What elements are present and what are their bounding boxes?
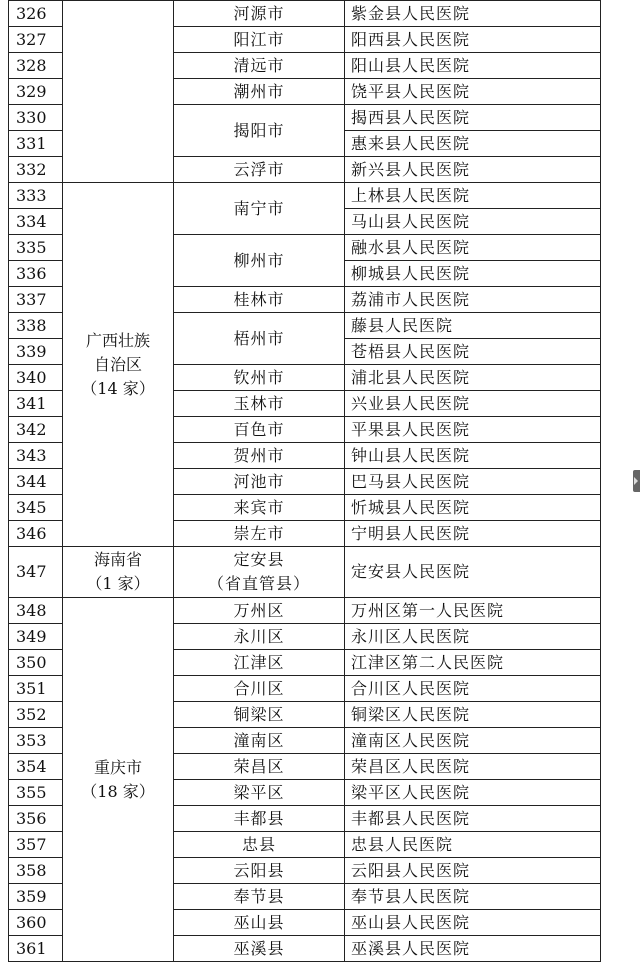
hospital-name: 柳城县人民医院 bbox=[345, 261, 601, 287]
city-cell bbox=[174, 702, 345, 728]
row-number: 359 bbox=[9, 884, 63, 910]
cell-line: 崇左市 bbox=[233, 523, 285, 543]
table-row bbox=[9, 598, 601, 624]
cell-line: 永川区 bbox=[233, 626, 285, 646]
hospital-name: 饶平县人民医院 bbox=[345, 79, 601, 105]
cell-line: 云阳县 bbox=[233, 860, 285, 880]
row-number: 358 bbox=[9, 858, 63, 884]
hospital-name: 忻城县人民医院 bbox=[345, 495, 601, 521]
city-cell bbox=[174, 936, 345, 962]
cell-line: 巫溪县 bbox=[233, 938, 285, 958]
city-cell bbox=[174, 287, 345, 313]
cell-line: （14 家） bbox=[81, 378, 155, 398]
city-cell bbox=[174, 53, 345, 79]
hospital-name: 新兴县人民医院 bbox=[345, 157, 601, 183]
cell-line: 荣昌区 bbox=[233, 756, 285, 776]
hospital-name: 梁平区人民医院 bbox=[345, 780, 601, 806]
hospital-name: 苍梧县人民医院 bbox=[345, 339, 601, 365]
row-number: 340 bbox=[9, 365, 63, 391]
hospital-name: 万州区第一人民医院 bbox=[345, 598, 601, 624]
row-number: 335 bbox=[9, 235, 63, 261]
hospital-name: 融水县人民医院 bbox=[345, 235, 601, 261]
city-cell bbox=[174, 754, 345, 780]
cell-line: 玉林市 bbox=[233, 393, 285, 413]
row-number: 348 bbox=[9, 598, 63, 624]
row-number: 342 bbox=[9, 417, 63, 443]
cell-line: 柳州市 bbox=[233, 250, 285, 270]
row-number: 360 bbox=[9, 910, 63, 936]
city-cell bbox=[174, 391, 345, 417]
city-cell bbox=[174, 910, 345, 936]
province-cell bbox=[63, 1, 174, 183]
row-number: 361 bbox=[9, 936, 63, 962]
row-number: 331 bbox=[9, 131, 63, 157]
row-number: 334 bbox=[9, 209, 63, 235]
row-number: 337 bbox=[9, 287, 63, 313]
cell-line: 来宾市 bbox=[233, 497, 285, 517]
row-number: 349 bbox=[9, 624, 63, 650]
hospital-name: 惠来县人民医院 bbox=[345, 131, 601, 157]
cell-line: 阳江市 bbox=[233, 29, 285, 49]
cell-line: 河池市 bbox=[233, 471, 285, 491]
city-cell bbox=[174, 780, 345, 806]
cell-line: 云浮市 bbox=[233, 159, 285, 179]
city-cell bbox=[174, 547, 345, 598]
cell-line: （1 家） bbox=[86, 574, 150, 593]
cell-line: （18 家） bbox=[81, 781, 155, 801]
row-number: 353 bbox=[9, 728, 63, 754]
row-number: 355 bbox=[9, 780, 63, 806]
city-cell bbox=[174, 1, 345, 27]
city-cell bbox=[174, 495, 345, 521]
row-number: 347 bbox=[9, 547, 63, 598]
hospital-name: 潼南区人民医院 bbox=[345, 728, 601, 754]
city-cell bbox=[174, 235, 345, 287]
hospital-name: 上林县人民医院 bbox=[345, 183, 601, 209]
hospital-name: 钟山县人民医院 bbox=[345, 443, 601, 469]
cell-line: 潮州市 bbox=[233, 81, 285, 101]
cell-line: 万州区 bbox=[233, 600, 285, 620]
row-number: 346 bbox=[9, 521, 63, 547]
hospital-name: 巴马县人民医院 bbox=[345, 469, 601, 495]
city-cell bbox=[174, 728, 345, 754]
cell-line: 百色市 bbox=[233, 419, 285, 439]
city-cell bbox=[174, 365, 345, 391]
hospital-name: 永川区人民医院 bbox=[345, 624, 601, 650]
hospital-list-table bbox=[8, 0, 601, 962]
row-number: 344 bbox=[9, 469, 63, 495]
cell-line: 潼南区 bbox=[233, 730, 285, 750]
row-number: 356 bbox=[9, 806, 63, 832]
row-number: 329 bbox=[9, 79, 63, 105]
hospital-name: 巫山县人民医院 bbox=[345, 910, 601, 936]
row-number: 328 bbox=[9, 53, 63, 79]
cell-line: 江津区 bbox=[233, 652, 285, 672]
cell-line: 自治区 bbox=[93, 354, 142, 374]
hospital-name: 阳西县人民医院 bbox=[345, 27, 601, 53]
cell-line: 忠县 bbox=[241, 834, 276, 854]
cell-line: 钦州市 bbox=[233, 367, 285, 387]
cell-line: 奉节县 bbox=[233, 886, 285, 906]
hospital-name: 合川区人民医院 bbox=[345, 676, 601, 702]
hospital-name: 铜梁区人民医院 bbox=[345, 702, 601, 728]
row-number: 345 bbox=[9, 495, 63, 521]
row-number: 338 bbox=[9, 313, 63, 339]
hospital-name: 荣昌区人民医院 bbox=[345, 754, 601, 780]
cell-line: 定安县 bbox=[233, 550, 285, 569]
hospital-name: 忠县人民医院 bbox=[345, 832, 601, 858]
city-cell bbox=[174, 313, 345, 365]
city-cell bbox=[174, 650, 345, 676]
city-cell bbox=[174, 27, 345, 53]
cell-line: 揭阳市 bbox=[233, 120, 285, 140]
cell-line: 重庆市 bbox=[93, 757, 142, 777]
city-cell bbox=[174, 105, 345, 157]
cell-line: 广西壮族 bbox=[85, 330, 150, 350]
row-number: 332 bbox=[9, 157, 63, 183]
hospital-name: 平果县人民医院 bbox=[345, 417, 601, 443]
city-cell bbox=[174, 443, 345, 469]
city-cell bbox=[174, 624, 345, 650]
cell-line: 清远市 bbox=[233, 55, 285, 75]
cell-line: 铜梁区 bbox=[233, 704, 285, 724]
cell-line: （省直管县） bbox=[207, 574, 310, 593]
city-cell bbox=[174, 157, 345, 183]
row-number: 333 bbox=[9, 183, 63, 209]
province-cell bbox=[63, 598, 174, 962]
hospital-name: 兴业县人民医院 bbox=[345, 391, 601, 417]
city-cell bbox=[174, 469, 345, 495]
hospital-list-body bbox=[9, 1, 601, 962]
hospital-name: 阳山县人民医院 bbox=[345, 53, 601, 79]
table-row bbox=[9, 1, 601, 27]
row-number: 351 bbox=[9, 676, 63, 702]
cell-line: 合川区 bbox=[233, 678, 285, 698]
city-cell bbox=[174, 676, 345, 702]
row-number: 350 bbox=[9, 650, 63, 676]
province-cell bbox=[63, 547, 174, 598]
city-cell bbox=[174, 598, 345, 624]
row-number: 336 bbox=[9, 261, 63, 287]
row-number: 343 bbox=[9, 443, 63, 469]
row-number: 326 bbox=[9, 1, 63, 27]
hospital-name: 藤县人民医院 bbox=[345, 313, 601, 339]
table-row bbox=[9, 547, 601, 598]
hospital-name: 江津区第二人民医院 bbox=[345, 650, 601, 676]
hospital-name: 巫溪县人民医院 bbox=[345, 936, 601, 962]
hospital-name: 浦北县人民医院 bbox=[345, 365, 601, 391]
row-number: 354 bbox=[9, 754, 63, 780]
side-collapse-tab[interactable] bbox=[633, 470, 640, 492]
row-number: 352 bbox=[9, 702, 63, 728]
hospital-name: 紫金县人民医院 bbox=[345, 1, 601, 27]
cell-line: 桂林市 bbox=[233, 289, 285, 309]
row-number: 357 bbox=[9, 832, 63, 858]
cell-line: 南宁市 bbox=[233, 198, 285, 218]
hospital-name: 云阳县人民医院 bbox=[345, 858, 601, 884]
city-cell bbox=[174, 884, 345, 910]
city-cell bbox=[174, 79, 345, 105]
cell-line: 贺州市 bbox=[233, 445, 285, 465]
city-cell bbox=[174, 832, 345, 858]
row-number: 341 bbox=[9, 391, 63, 417]
cell-line: 梧州市 bbox=[233, 328, 285, 348]
hospital-name: 马山县人民医院 bbox=[345, 209, 601, 235]
hospital-name: 宁明县人民医院 bbox=[345, 521, 601, 547]
cell-line: 丰都县 bbox=[233, 808, 285, 828]
cell-line: 梁平区 bbox=[233, 782, 285, 802]
hospital-name: 奉节县人民医院 bbox=[345, 884, 601, 910]
table-row bbox=[9, 183, 601, 209]
row-number: 339 bbox=[9, 339, 63, 365]
city-cell bbox=[174, 521, 345, 547]
hospital-name: 定安县人民医院 bbox=[345, 547, 601, 598]
city-cell bbox=[174, 417, 345, 443]
cell-line: 海南省 bbox=[93, 550, 142, 569]
city-cell bbox=[174, 858, 345, 884]
province-cell bbox=[63, 183, 174, 547]
cell-line: 巫山县 bbox=[233, 912, 285, 932]
city-cell bbox=[174, 806, 345, 832]
city-cell bbox=[174, 183, 345, 235]
row-number: 330 bbox=[9, 105, 63, 131]
hospital-name: 揭西县人民医院 bbox=[345, 105, 601, 131]
row-number: 327 bbox=[9, 27, 63, 53]
cell-line: 河源市 bbox=[233, 3, 285, 23]
hospital-name: 荔浦市人民医院 bbox=[345, 287, 601, 313]
hospital-name: 丰都县人民医院 bbox=[345, 806, 601, 832]
